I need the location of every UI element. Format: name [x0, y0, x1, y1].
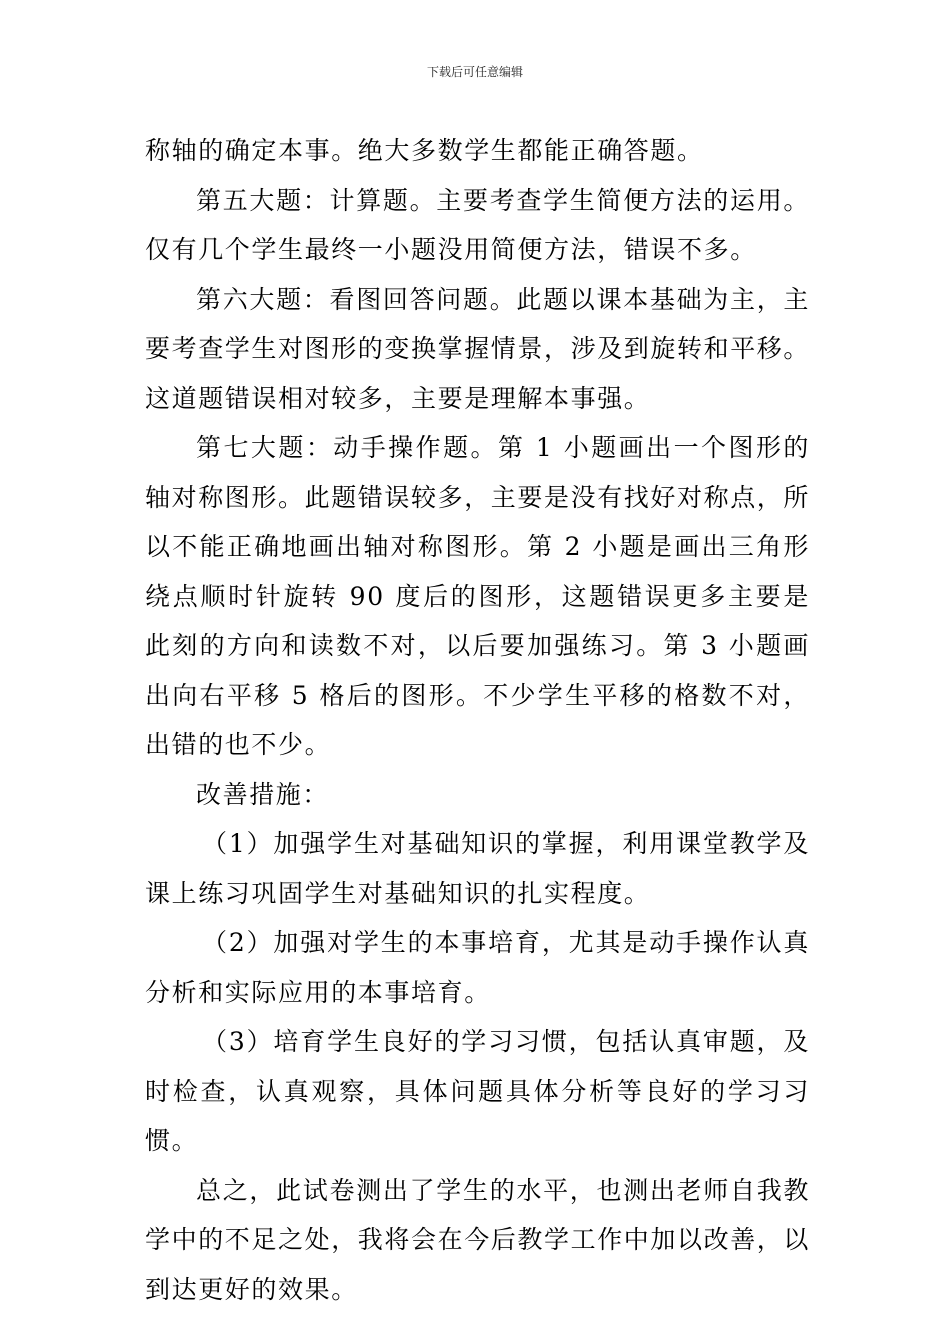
document-body: [145, 126, 810, 1314]
paragraph-question-five: 第五大题：计算题。主要考查学生简便方法的运用。仅有几个学生最终一小题没用简便方法，错误不多。: [145, 185, 810, 264]
paragraph-question-seven: 第七大题：动手操作题。第 1 小题画出一个图形的轴对称图形。此题错误较多，主要是没有找好对称点，所以不能正确地画出轴对称图形。第 2 小题是画出三角形绕点顺时针旋转 90 度后的图形，这题错误更多主要是此刻的方向和读数不对，以后要加强练习。第 3 小题画出向右平移 5 格后的图形。不少学生平移的格数不对，出错的也不少。: [145, 433, 811, 759]
list-item-improvement-1: （1）加强学生对基础知识的掌握，利用课堂教学及课上练习巩固学生对基础知识的扎实程度。: [145, 829, 810, 908]
list-item-improvement-2: （2）加强对学生的本事培育，尤其是动手操作认真分析和实际应用的本事培育。: [145, 928, 810, 1007]
paragraph-conclusion: 总之，此试卷测出了学生的水平，也测出老师自我教学中的不足之处，我将会在今后教学工作中加以改善，以到达更好的效果。: [145, 1175, 811, 1304]
paragraph-continuation: 称轴的确定本事。绝大多数学生都能正确答题。: [145, 136, 704, 165]
section-heading-improvements: 改善措施：: [196, 779, 330, 809]
list-item-improvement-3: （3）培育学生良好的学习习惯，包括认真审题，及时检查，认真观察，具体问题具体分析等良好的学习习惯。: [145, 1027, 810, 1155]
page-header-note: 下载后可任意编辑: [426, 65, 523, 79]
paragraph-question-six: 第六大题：看图回答问题。此题以课本基础为主，主要考查学生对图形的变换掌握情景，涉及到旋转和平移。这道题错误相对较多，主要是理解本事强。: [145, 284, 811, 413]
